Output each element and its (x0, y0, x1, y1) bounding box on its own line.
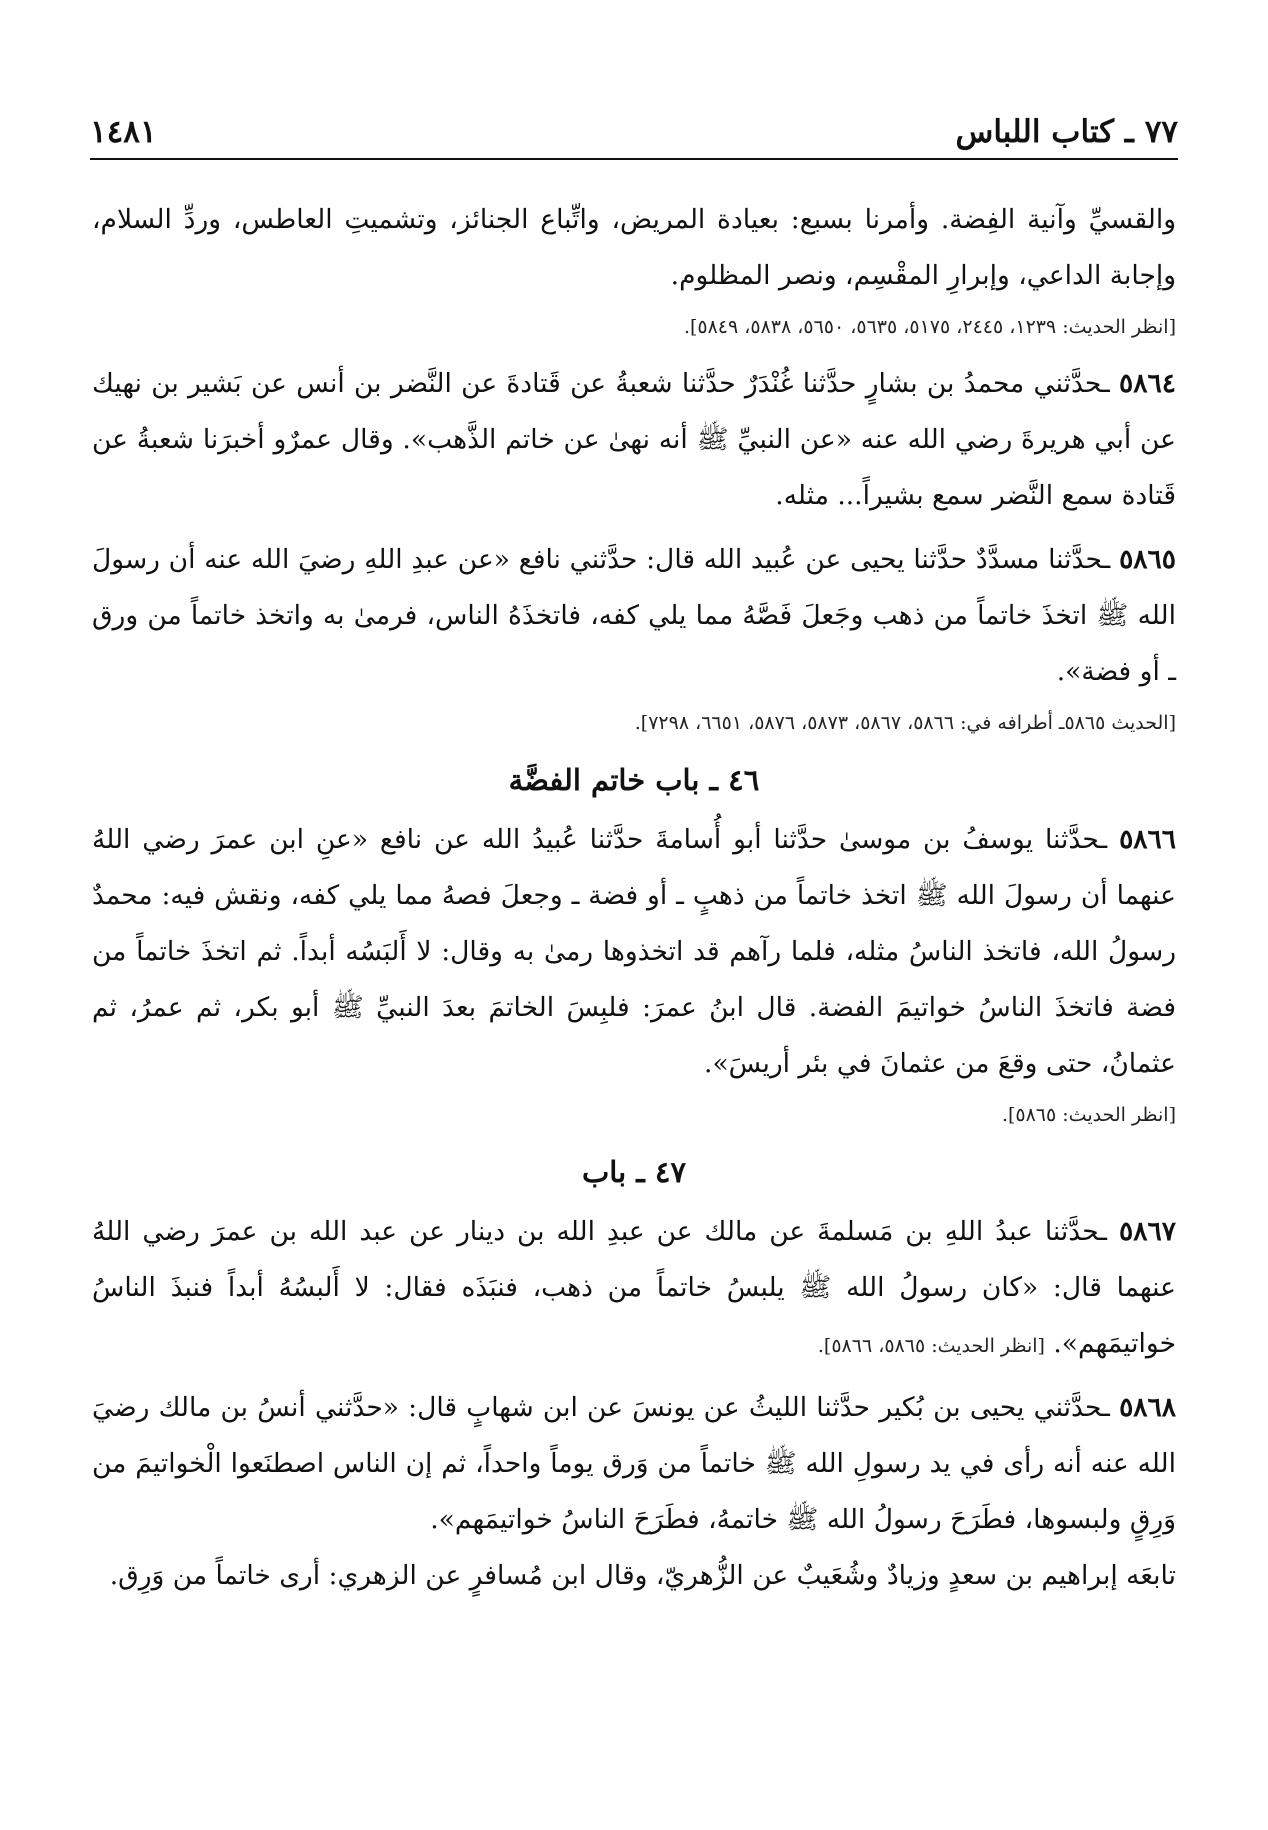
reference-note: [انظر الحديث: ١٢٣٩، ٢٤٤٥، ٥١٧٥، ٥٦٣٥، ٥٦٥٠، ٥٨٣٨، ٥٨٤٩]. (683, 316, 1176, 338)
section-heading: ٤٦ ـ باب خاتم الفضَّة (508, 763, 760, 797)
hadith-text: ـحدَّثنا عبدُ اللهِ بن مَسلمةَ عن مالك عن عبدِ الله بن دينار عن عبد الله بن عمرَ رضي اللهُ عنهما قال: «كان رسولُ الله ﷺ يلبسُ خاتماً من ذهب، فنبَذَه فقال: لا أَلبسُهُ أبداً فنبذَ الناسُ خواتيمَهم». (92, 1216, 1176, 1359)
page-header (90, 108, 1178, 160)
hadith-number: ٥٨٦٥ (1119, 544, 1176, 575)
hadith-text: ـحدَّثنا يوسفُ بن موسىٰ حدَّثنا أبو أُسامةَ حدَّثنا عُبيدُ الله عن نافع «عنِ ابن عمرَ رضي اللهُ عنهما أن رسولَ الله ﷺ اتخذ خاتماً من ذهبٍ ـ أو فضة ـ وجعلَ فصهُ مما يلي كفه، ونقش فيه: محمدٌ رسولُ الله، فاتخذ الناسُ مثله، فلما رآهم قد اتخذوها رمىٰ به وقال: لا أَلبَسُه أبداً. ثم اتخذَ خاتماً من فضة فاتخذَ الناسُ خواتيمَ الفضة. قال ابنُ عمرَ: فلبِسَ الخاتمَ بعدَ النبيِّ ﷺ أبو بكر، ثم عمرُ، ثم عثمانُ، حتى وقعَ من عثمانَ في بئر أريسَ». (92, 824, 1176, 1079)
hadith-text: ـحدَّثنا مسدَّدٌ حدَّثنا يحيى عن عُبيد الله قال: حدَّثني نافع «عن عبدِ اللهِ رضيَ الله عنه أن رسولَ الله ﷺ اتخذَ خاتماً من ذهب وجَعلَ فَصَّهُ مما يلي كفه، فاتخذَهُ الناس، فرمىٰ به واتخذ خاتماً من ورق ـ أو فضة». (92, 544, 1176, 687)
hadith-number: ٥٨٦٧ (1119, 1216, 1176, 1247)
reference-note: [الحديث ٥٨٦٥ـ أطرافه في: ٥٨٦٦، ٥٨٦٧، ٥٨٧٣، ٥٨٧٦، ٦٦٥١، ٧٢٩٨]. (634, 712, 1176, 734)
hadith-5868 (92, 1380, 1176, 1548)
hadith-number: ٥٨٦٨ (1119, 1392, 1176, 1423)
hadith-number: ٥٨٦٦ (1119, 824, 1176, 855)
hadith-text: ـحدَّثني يحيى بن بُكير حدَّثنا الليثُ عن يونسَ عن ابن شهابٍ قال: «حدَّثني أنسُ بن مالك رضيَ الله عنه أنه رأى في يد رسولِ الله ﷺ خاتماً من وَرق يوماً واحداً، ثم إن الناس اصطنَعوا الْخواتيمَ من وَرِقٍ ولبسوها، فطَرَحَ رسولُ الله ﷺ خاتمهُ، فطَرَحَ الناسُ خواتيمَهم». (92, 1392, 1176, 1535)
hadith-5867 (92, 1204, 1176, 1372)
section-heading: ٤٧ ـ باب (581, 1155, 687, 1189)
reference-note: [انظر الحديث: ٥٨٦٥]. (1001, 1104, 1176, 1126)
hadith-number: ٥٨٦٤ (1119, 368, 1176, 399)
hadith-5866 (92, 812, 1176, 1092)
hadith-5864 (92, 356, 1176, 524)
paragraph-tail: تابعَه إبراهيم بن سعدٍ وزيادٌ وشُعَيبٌ عن الزُّهريّ، وقال ابن مُسافرٍ عن الزهري: أرى خاتماً من وَرِق. (109, 1560, 1176, 1591)
page-number: ١٤٨١ (90, 114, 157, 150)
page-body (92, 192, 1176, 1604)
hadith-text: ـحدَّثني محمدُ بن بشارٍ حدَّثنا غُنْدَرٌ حدَّثنا شعبةُ عن قَتادةَ عن النَّضر بن أنس عن بَشير بن نهيك عن أبي هريرةَ رضي الله عنه «عن النبيِّ ﷺ أنه نهىٰ عن خاتم الذَّهب». وقال عمرٌو أخبرَنا شعبةُ عن قَتادة سمع النَّضر سمع بشيراً... مثله. (92, 368, 1176, 511)
chapter-title: ٧٧ ـ كتاب اللباس (955, 114, 1178, 150)
reference-note: [انظر الحديث: ٥٨٦٥، ٥٨٦٦]. (817, 1335, 1045, 1357)
paragraph-continuation: والقسيِّ وآنية الفِضة. وأمرنا بسبع: بعيادة المريض، واتِّباع الجنائز، وتشميتِ العاطس، وردِّ السلام، وإجابة الداعي، وإبرارِ المقْسِم، ونصر المظلوم. (92, 204, 1176, 291)
hadith-5865 (92, 532, 1176, 700)
